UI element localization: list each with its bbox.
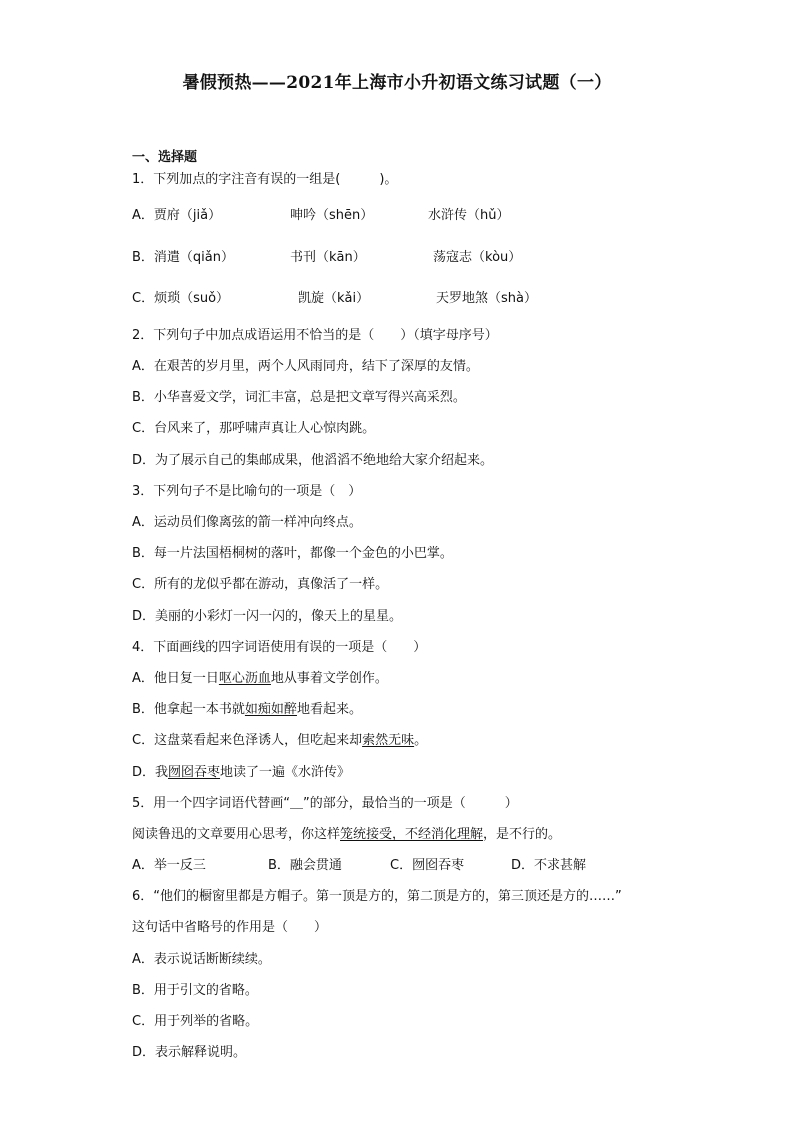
question-4-stem: 4．下面画线的四字词语使用有误的一项是（ ） [132,640,427,655]
underlined-phrase: 笼统接受，不经消化理解 [340,827,484,842]
underlined-phrase: 如痴如醉 [244,702,297,717]
q2-option-d: D．为了展示自己的集邮成果，他滔滔不绝地给大家介绍起来。 [132,453,494,468]
q4-option-d: D．我囫囵吞枣地读了一遍《水浒传》 [132,765,351,780]
q5-option-c: C．囫囵吞枣 [390,858,465,873]
q6-option-b: B．用于引文的省略。 [132,983,258,998]
q5-context: 阅读鲁迅的文章要用心思考，你这样笼统接受，不经消化理解，是不行的。 [132,827,562,842]
q4-option-b: B．他拿起一本书就如痴如醉地看起来。 [132,702,362,717]
question-5-stem: 5．用一个四字词语代替画“＿”的部分，最恰当的一项是（ ） [132,796,518,811]
question-1-stem: 1．下列加点的字注音有误的一组是( )。 [132,172,398,187]
q1-option-a-2: 呻吟（shēn） [290,208,374,223]
q1-option-b-3: 荡寇志（kòu） [433,250,522,265]
q3-option-a: A．运动员们像离弦的箭一样冲向终点。 [132,515,362,530]
q5-option-a: A．举一反三 [132,858,206,873]
q2-option-a: A．在艰苦的岁月里，两个人风雨同舟，结下了深厚的友情。 [132,359,479,374]
q3-option-d: D．美丽的小彩灯一闪一闪的，像天上的星星。 [132,609,403,624]
q5-option-d: D．不求甚解 [511,858,587,873]
q4-option-c: C．这盘菜看起来色泽诱人，但吃起来却索然无味。 [132,733,428,748]
underlined-phrase: 呕心沥血 [218,671,271,686]
q1-option-a-3: 水浒传（hǔ） [428,208,510,223]
q1-option-a-1: A．贾府（jiǎ） [132,208,222,223]
q6-option-d: D．表示解释说明。 [132,1045,247,1060]
q6-option-c: C．用于列举的省略。 [132,1014,259,1029]
q5-option-b: B．融会贯通 [268,858,342,873]
q1-option-b-2: 书刊（kān） [290,250,366,265]
underlined-phrase: 索然无味 [362,733,415,748]
question-6-stem: 6．“他们的橱窗里都是方帽子。第一顶是方的，第二顶是方的，第三顶还是方的……” [132,889,622,904]
question-3-stem: 3．下列句子不是比喻句的一项是（ ） [132,484,362,499]
question-2-stem: 2．下列句子中加点成语运用不恰当的是（ ）（填字母序号） [132,328,498,343]
underlined-phrase: 囫囵吞枣 [168,765,221,780]
q1-option-c-3: 天罗地煞（shà） [436,291,537,306]
page-title: 暑假预热——2021年上海市小升初语文练习试题（一） [182,73,612,93]
question-6-stem-2: 这句话中省略号的作用是（ ） [132,920,328,935]
q4-option-a: A．他日复一日呕心沥血地从事着文学创作。 [132,671,388,686]
q1-option-b-1: B．消遣（qiǎn） [132,250,234,265]
q3-option-c: C．所有的龙似乎都在游动，真像活了一样。 [132,577,389,592]
q1-option-c-2: 凯旋（kǎi） [298,291,370,306]
q3-option-b: B．每一片法国梧桐树的落叶，都像一个金色的小巴掌。 [132,546,453,561]
q2-option-c: C．台风来了，那呼啸声真让人心惊肉跳。 [132,421,376,436]
q1-option-c-1: C．烦琐（suǒ） [132,291,230,306]
q2-option-b: B．小华喜爱文学，词汇丰富，总是把文章写得兴高采烈。 [132,390,466,405]
q6-option-a: A．表示说话断断续续。 [132,952,271,967]
section-heading: 一、选择题 [132,150,198,165]
